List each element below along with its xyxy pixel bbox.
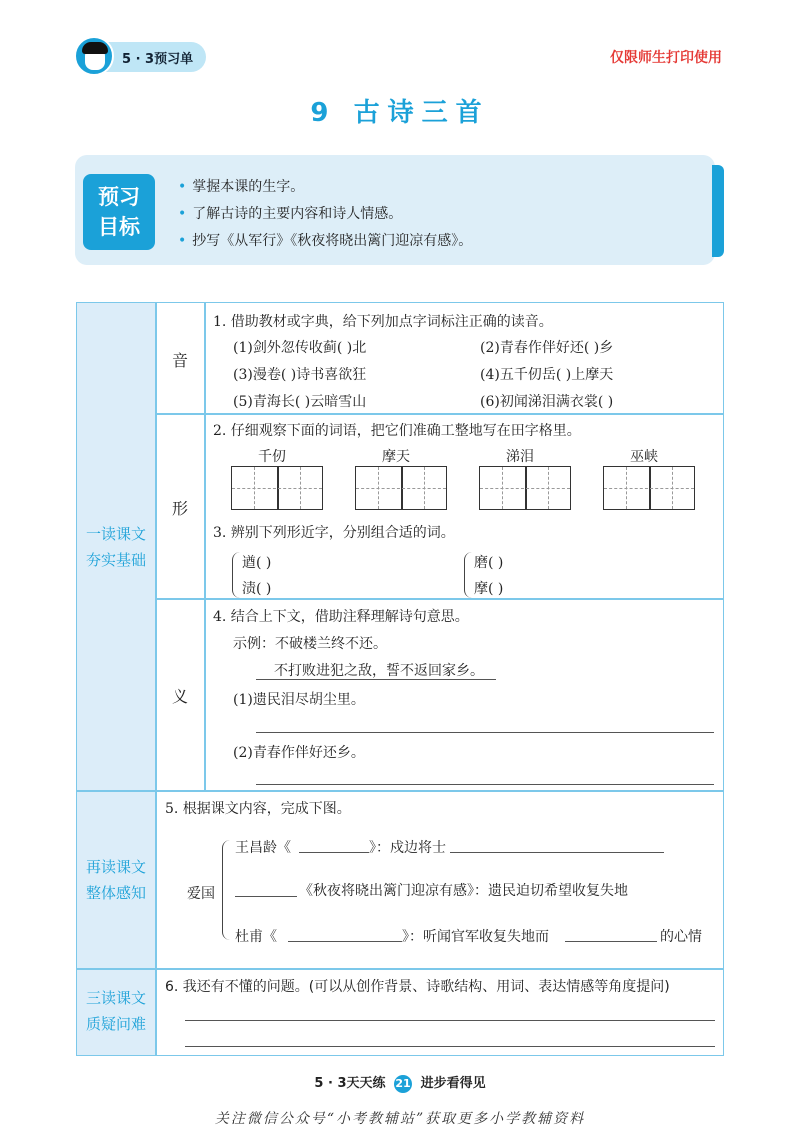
q1-prompt: 1. 借助教材或字典，给下列加点字词标注正确的读音。 (213, 314, 553, 330)
q5-prompt: 5. 根据课文内容，完成下图。 (165, 801, 351, 817)
q2-word: 涕泪 (506, 449, 534, 465)
answer-line[interactable] (185, 1020, 715, 1021)
tian-grid-box[interactable] (231, 466, 323, 510)
print-only-notice: 仅限师生打印使用 (610, 50, 722, 66)
q1-item[interactable]: (2)青春作伴好还( )乡 (480, 340, 614, 356)
goals-badge (83, 174, 155, 250)
brace-left (464, 552, 473, 598)
q1-item[interactable]: (1)剑外忽传收蓟( )北 (233, 340, 367, 356)
footer-slogan: 5 · 3天天练 21 进步看得见 (314, 1076, 486, 1091)
q5-row1-end: 》：戍边将士 (369, 840, 446, 856)
q3-pair-item[interactable]: 磨( ) (474, 555, 504, 571)
q6-prompt: 6. 我还有不懂的问题。(可以从创作背景、诗歌结构、用词、表达情感等角度提问) (165, 979, 670, 995)
q2-word: 巫峡 (630, 449, 658, 465)
goal-item: • 了解古诗的主要内容和诗人情感。 (178, 206, 403, 222)
blank-line[interactable] (565, 941, 657, 942)
blank-line[interactable] (235, 896, 297, 897)
q4-prompt: 4. 结合上下文，借助注释理解诗句意思。 (213, 609, 469, 625)
q5-center: 爱国 (187, 886, 215, 902)
sub-label-sound: 音 (171, 351, 188, 370)
row-divider (155, 598, 724, 600)
q3-pair-item[interactable]: 渍( ) (242, 581, 272, 597)
sub-label-meaning: 义 (171, 687, 188, 706)
q4-item: (2)青春作伴好还乡。 (233, 745, 365, 761)
q4-example-answer: 不打败进犯之敌，誓不返回家乡。 (274, 663, 484, 679)
sub-label-form: 形 (171, 499, 188, 518)
row-divider (155, 413, 724, 415)
goals-badge-line2: 目标 (98, 215, 140, 239)
big-brace (222, 840, 231, 940)
q1-item[interactable]: (3)漫卷( )诗书喜欲狂 (233, 367, 367, 383)
mascot-avatar-icon (74, 36, 114, 76)
q3-pair-item[interactable]: 摩( ) (474, 581, 504, 597)
column-divider (155, 302, 157, 1056)
answer-line[interactable] (185, 1046, 715, 1047)
row-divider (76, 790, 724, 792)
q5-row2: 《秋夜将晓出篱门迎凉有感》：遗民迫切希望收复失地 (299, 883, 628, 899)
q5-row3-mid: 》：听闻官军收复失地而 (402, 929, 549, 945)
tian-grid-box[interactable] (355, 466, 447, 510)
footer-note: 关注微信公众号“小考教辅站”获取更多小学教辅资料 (214, 1111, 586, 1127)
blank-line[interactable] (299, 852, 369, 853)
q1-item[interactable]: (5)青海长( )云暗雪山 (233, 394, 367, 410)
goals-box-edge (712, 165, 724, 257)
row-divider (76, 968, 724, 970)
answer-line[interactable] (256, 732, 714, 733)
q5-row1-start: 王昌龄《 (235, 840, 291, 856)
blank-line[interactable] (288, 941, 402, 942)
tian-grid-box[interactable] (479, 466, 571, 510)
section-label-first-read: 一读课文 夯实基础 (85, 525, 146, 569)
q5-row3-start: 杜甫《 (235, 929, 277, 945)
answer-line[interactable] (256, 784, 714, 785)
goal-item: • 掌握本课的生字。 (178, 179, 305, 195)
brace-left (232, 552, 241, 598)
q2-word: 千仞 (258, 449, 286, 465)
q2-prompt: 2. 仔细观察下面的词语，把它们准确工整地写在田字格里。 (213, 423, 581, 439)
q1-item[interactable]: (6)初闻涕泪满衣裳( ) (480, 394, 614, 410)
q4-item: (1)遗民泪尽胡尘里。 (233, 692, 365, 708)
q2-word: 摩天 (382, 449, 410, 465)
blank-line[interactable] (450, 852, 664, 853)
series-label: 5 · 3预习单 (122, 52, 194, 67)
q3-pair-item[interactable]: 遒( ) (242, 555, 272, 571)
page-title: 9 古诗三首 (310, 98, 490, 128)
section-label-second-read: 再读课文 整体感知 (85, 858, 146, 902)
section-label-third-read: 三读课文 质疑问难 (85, 989, 146, 1033)
tian-grid-box[interactable] (603, 466, 695, 510)
page-number: 21 (394, 1075, 412, 1093)
q3-prompt: 3. 辨别下列形近字，分别组合适的词。 (213, 525, 455, 541)
q4-example-label: 示例：不破楼兰终不还。 (233, 636, 387, 652)
goal-item: • 抄写《从军行》《秋夜将晓出篱门迎凉有感》。 (178, 233, 473, 249)
q5-row3-end: 的心情 (660, 929, 702, 945)
goals-badge-line1: 预习 (98, 185, 140, 209)
q1-item[interactable]: (4)五千仞岳( )上摩天 (480, 367, 614, 383)
answer-line (256, 679, 496, 680)
column-divider (204, 302, 206, 790)
